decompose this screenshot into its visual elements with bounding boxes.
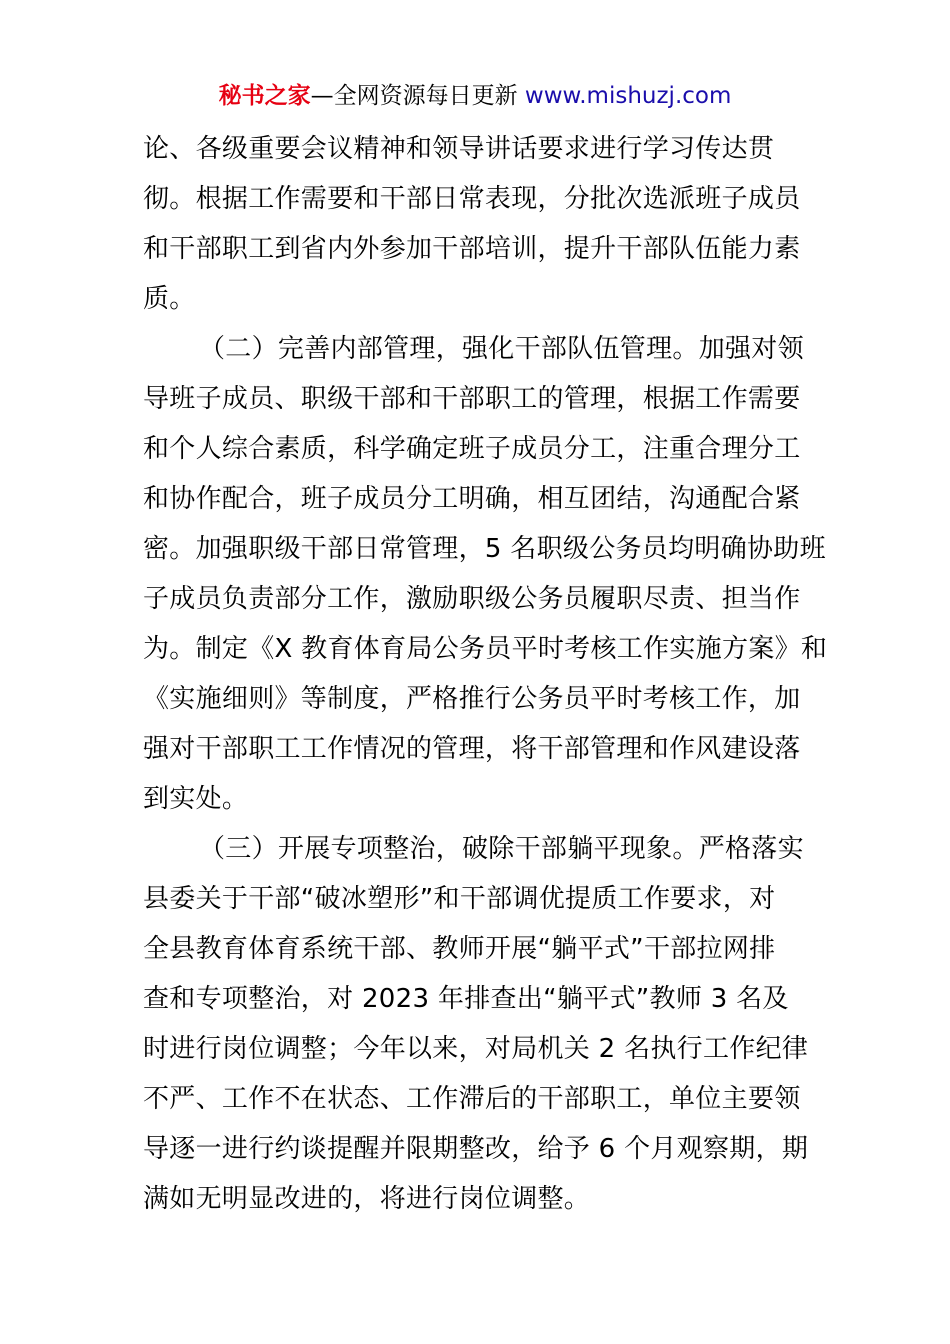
text-line: 和个人综合素质，科学确定班子成员分工，注重合理分工 xyxy=(143,434,801,464)
text-line: 《实施细则》等制度，严格推行公务员平时考核工作，加 xyxy=(143,684,801,714)
text-line: 导逐一进行约谈提醒并限期整改，给予 6 个月观察期，期 xyxy=(143,1134,809,1164)
text-line: 和协作配合，班子成员分工明确，相互团结，沟通配合紧 xyxy=(143,484,801,514)
text-line: 子成员负责部分工作，激励职级公务员履职尽责、担当作 xyxy=(143,584,801,614)
text-line: 密。加强职级干部日常管理，5 名职级公务员均明确协助班 xyxy=(143,534,826,564)
site-header xyxy=(0,80,950,112)
text-line: 为。制定《X 教育体育局公务员平时考核工作实施方案》和 xyxy=(143,634,828,664)
text-line: 全县教育体育系统干部、教师开展“躺平式”干部拉网排 xyxy=(143,934,776,964)
text-line: 查和专项整治，对 2023 年排查出“躺平式”教师 3 名及 xyxy=(143,984,789,1014)
text-line: 县委关于干部“破冰塑形”和干部调优提质工作要求，对 xyxy=(143,884,776,914)
text-line: 导班子成员、职级干部和干部职工的管理，根据工作需要 xyxy=(143,384,801,414)
text-line: 到实处。 xyxy=(143,784,249,814)
text-line: 强对干部职工工作情况的管理，将干部管理和作风建设落 xyxy=(143,734,801,764)
document-body xyxy=(143,124,828,1224)
site-brand: 秘书之家 xyxy=(218,83,311,109)
text-line: 不严、工作不在状态、工作滞后的干部职工，单位主要领 xyxy=(143,1084,801,1114)
text-line: 满如无明显改进的，将进行岗位调整。 xyxy=(143,1184,591,1214)
section-heading-line: （二）完善内部管理，强化干部队伍管理。加强对领 xyxy=(199,334,804,364)
site-tagline: —全网资源每日更新 xyxy=(310,83,518,109)
text-line: 彻。根据工作需要和干部日常表现，分批次选派班子成员 xyxy=(143,184,801,214)
text-line: 质。 xyxy=(143,284,196,314)
text-line: 时进行岗位调整；今年以来，对局机关 2 名执行工作纪律 xyxy=(143,1034,809,1064)
section-heading-line: （三）开展专项整治，破除干部躺平现象。严格落实 xyxy=(199,834,804,864)
site-url-link[interactable]: www.mishuzj.com xyxy=(524,83,732,109)
text-line: 和干部职工到省内外参加干部培训，提升干部队伍能力素 xyxy=(143,234,801,264)
text-line: 论、各级重要会议精神和领导讲话要求进行学习传达贯 xyxy=(143,134,775,164)
